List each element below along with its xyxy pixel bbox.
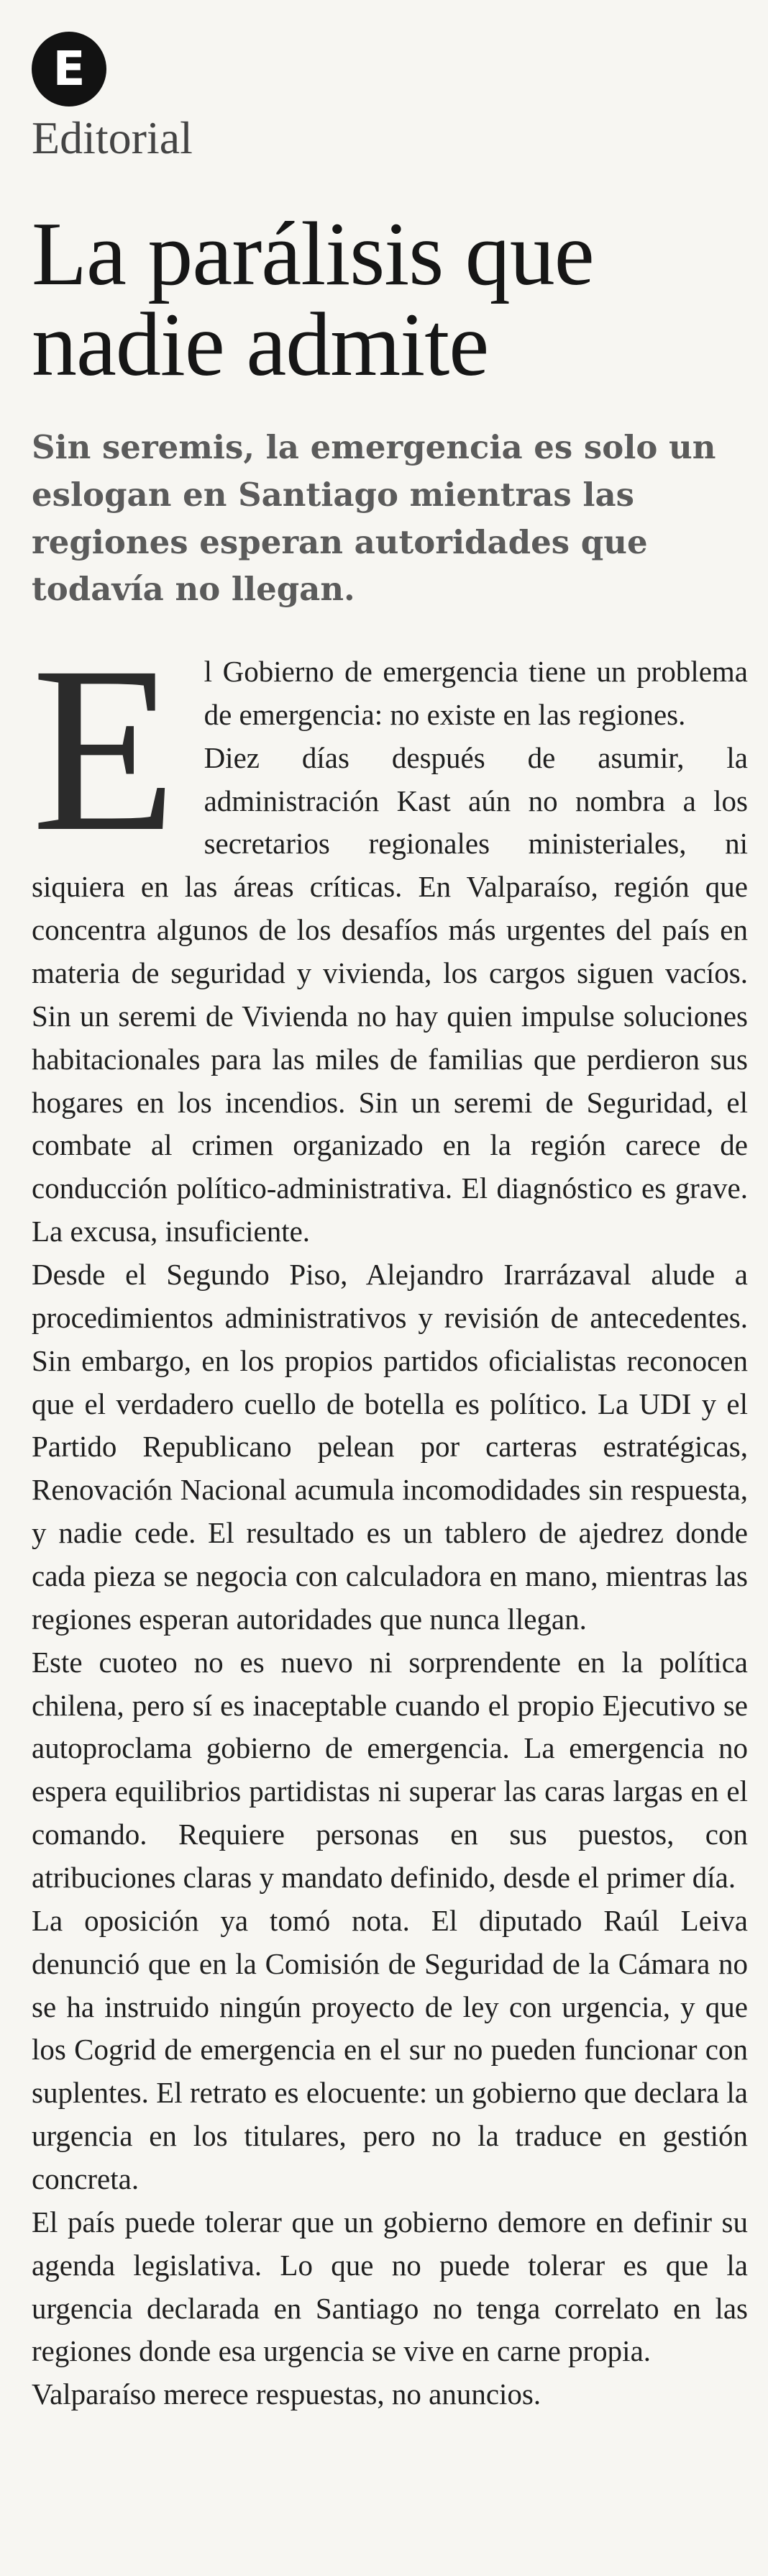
- editorial-page: [32, 32, 748, 2416]
- drop-cap: E: [32, 617, 177, 881]
- body-paragraph-4: La oposición ya tomó nota. El diputado Raúl Leiva denunció que en la Comisión de Seguridad de la Cámara no se ha instruido ningún proyecto de ley con urgencia, y que los Cogrid de emergencia en el sur no pueden funcionar con suplentes. El retrato es elocuente: un gobierno que declara la urgencia en los titulares, pero no la traduce en gestión concreta.: [32, 1903, 748, 2196]
- section-label: Editorial: [32, 112, 193, 163]
- headline: La parálisis que nadie admite: [32, 204, 594, 396]
- lead-paragraph-text: l Gobierno de emergencia tiene un problema de emergencia: no existe en las regiones.: [204, 654, 748, 731]
- closing-paragraph: Valparaíso merece respuestas, no anuncios.: [32, 2377, 541, 2411]
- article-body: [32, 617, 748, 2416]
- body-paragraph-5: El país puede tolerar que un gobierno demore en definir su agenda legislativa. Lo que no puede tolerar es que la urgencia declarada en Santiago no tenga correlato en las regiones donde esa urgencia se vive en carne propia.: [32, 2205, 748, 2368]
- section-badge: [32, 32, 106, 106]
- body-paragraph-3: Este cuoteo no es nuevo ni sorprendente en la política chilena, pero sí es inaceptable cuando el propio Ejecutivo se autoproclama gobierno de emergencia. La emergencia no espera equilibrios partidistas ni superar las caras largas en el comando. Requiere personas en sus puestos, con atribuciones claras y mandato definido, desde el primer día.: [32, 1645, 748, 1894]
- body-paragraph-2: Desde el Segundo Piso, Alejandro Irarrázaval alude a procedimientos administrativos y revisión de antecedentes. Sin embargo, en los propios partidos oficialistas reconocen que el verdadero cuello de botella es político. La UDI y el Partido Republicano pelean por carteras estratégicas, Renovación Nacional acumula incomodidades sin respuesta, y nadie cede. El resultado es un tablero de ajedrez donde cada pieza se negocia con calculadora en mano, mientras las regiones esperan autoridades que nunca llegan.: [32, 1257, 748, 1636]
- body-paragraph-1: Diez días después de asumir, la administración Kast aún no nombra a los secretarios regionales ministeriales, ni siquiera en las áreas críticas. En Valparaíso, región que concentra algunos de los desafíos más urgentes del país en materia de seguridad y vivienda, los cargos siguen vacíos. Sin un seremi de Vivienda no hay quien impulse soluciones habitacionales para las miles de familias que perdieron sus hogares en los incendios. Sin un seremi de Seguridad, el combate al crimen organizado en la región carece de conducción político-administrativa. El diagnóstico es grave. La excusa, insuficiente.: [32, 740, 748, 1248]
- deck-subtitle: Sin seremis, la emergencia es solo un eslogan en Santiago mientras las regiones esperan autoridades que todavía no llegan.: [32, 428, 716, 609]
- section-badge-letter: E: [52, 41, 86, 96]
- lead-paragraph: [32, 617, 748, 881]
